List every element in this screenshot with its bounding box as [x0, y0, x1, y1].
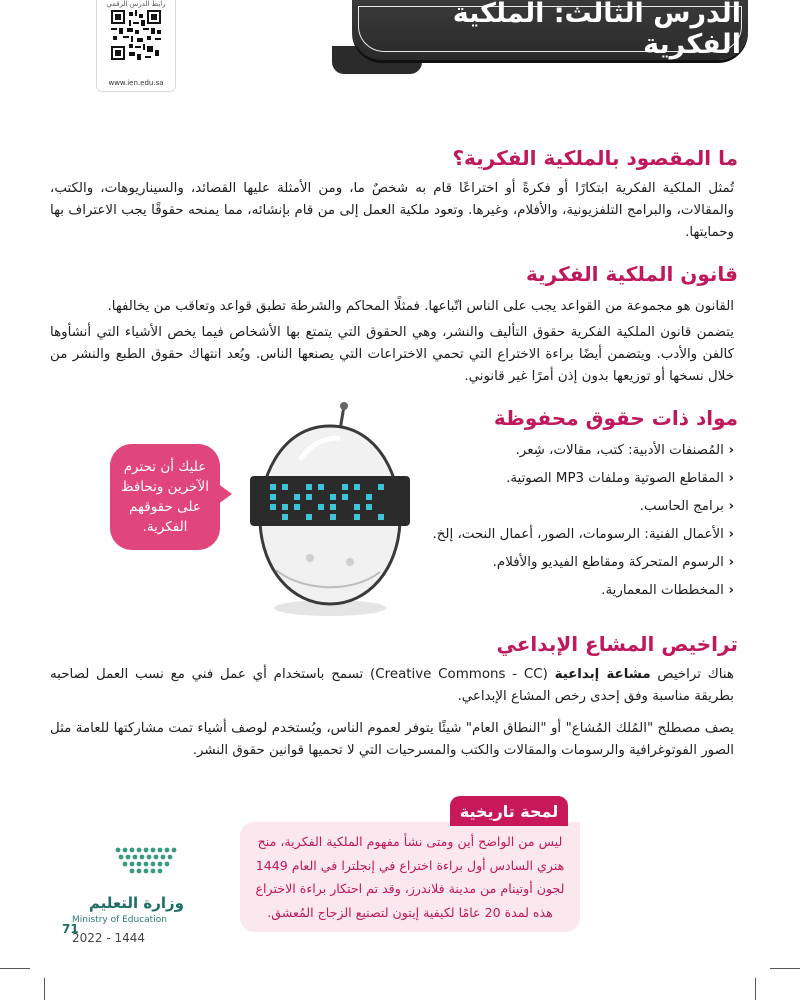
list-item: ‹ برامج الحاسب.: [304, 496, 734, 524]
paragraph-cc-1: [50, 664, 734, 708]
crop-mark: [755, 978, 756, 1000]
cc-text-bold: مشاعة إبداعية: [554, 667, 651, 682]
page-number: 71: [62, 922, 79, 936]
history-tab: لمحة تاريخية: [450, 796, 568, 826]
history-text: ليس من الواضح أين ومتى نشأ مفهوم الملكية الفكرية، منح هنري السادس أول براءة اختراع في إنجلترا في العام 1449 لجون أوتينام من مدينة فلاندرز، وقد تم احتكار براءة الاختراع هذه لمدة 20 عامًا لكيفية إيتون لتصنيع الزجاج المُعشق.: [255, 834, 565, 920]
robot-egg-illustration: [240, 400, 420, 620]
heading-what-is: ما المقصود بالملكية الفكرية؟: [452, 146, 738, 170]
speech-bubble-tail: [210, 478, 232, 510]
lesson-title: الدرس الثالث: الملكية الفكرية: [452, 0, 741, 60]
qr-caption: رابط الدرس الرقمي: [106, 0, 166, 8]
ministry-name-en: Ministry of Education: [72, 915, 167, 925]
cc-text-end: (Creative Commons - CC) تسمح باستخدام أي عمل فني مع نسب العمل لصاحبه بطريقة مناسبة وفق إحدى رخص المشاع الإبداعي.: [50, 667, 734, 704]
list-item: ‹ الرسوم المتحركة ومقاطع الفيديو والأفلام.: [304, 552, 734, 580]
list-item: ‹ المُصنفات الأدبية: كتب، مقالات، شِعر.: [304, 440, 734, 468]
list-item: ‹ المقاطع الصوتية وملفات MP3 الصوتية.: [304, 468, 734, 496]
heading-protected: مواد ذات حقوق محفوظة: [493, 406, 738, 430]
crop-mark: [0, 968, 30, 969]
edition-year: 2022 - 1444: [72, 931, 146, 945]
ministry-logo-icon: [112, 842, 182, 882]
list-item: ‹ الأعمال الفنية: الرسومات، الصور، أعمال النحت، إلخ.: [304, 524, 734, 552]
speech-bubble: [110, 444, 220, 550]
cc-text-start: هناك تراخيص: [650, 667, 734, 682]
qr-code-card[interactable]: [96, 0, 176, 92]
heading-creative-commons: تراخيص المشاع الإبداعي: [496, 632, 738, 656]
heading-law: قانون الملكية الفكرية: [526, 262, 738, 286]
ministry-name-ar: وزارة التعليم: [88, 894, 184, 912]
paragraph-what-is: تُمثل الملكية الفكرية ابتكارًا أو فكرةً أو اختراعًا قام به شخصٌ ما، ومن الأمثلة عليها القصائد، والسيناريوهات، والكتب، والمقالات، والبرامج التلفزيونية، والأفلام، وغيرها. وتعود ملكية العمل إلى من قام بإنشائه، مما يمنحه حقوقًا يجب الاعتراف بها وحمايتها.: [50, 181, 734, 240]
title-banner: [352, 0, 748, 60]
list-item: ‹ المخططات المعمارية.: [304, 580, 734, 608]
crop-mark: [770, 968, 800, 969]
paragraph-law-2: يتضمن قانون الملكية الفكرية حقوق التأليف والنشر، وهي الحقوق التي يتمتع بها الأشخاص فيما يخص الأشياء التي أنشأوها كالفن والأدب. ويتضمن أيضًا براءة الاختراع التي تحمي الاختراعات التي يصنعها الناس. ويُعد انتهاك حقوق الطبع والنشر من خلال نسخها أو توزيعها بدون إذن أمرًا غير قانوني.: [50, 325, 734, 384]
qr-code-icon: [111, 10, 161, 60]
crop-mark: [44, 978, 45, 1000]
paragraph-cc-2: يصف مصطلح "المُلك المُشاع" أو "النطاق العام" شيئًا يتوفر لعموم الناس، ويُستخدم لوصف أشياء تمت مشاركتها للعامة مثل الصور الفوتوغرافية والرسومات والمقالات والكتب والمسرحيات التي لا تحميها قوانين حقوق النشر.: [50, 721, 734, 758]
speech-bubble-text: عليك أن تحترم الآخرين وتحافظ على حقوقهم الفكرية.: [121, 459, 209, 535]
qr-url[interactable]: www.ien.edu.sa: [108, 79, 164, 87]
history-box: [240, 822, 580, 932]
paragraph-law-1: القانون هو مجموعة من القواعد يجب على الناس اتّباعها. فمثلًا المحاكم والشرطة تطبق قواعد وتعاقب من يخالفها.: [107, 299, 734, 314]
